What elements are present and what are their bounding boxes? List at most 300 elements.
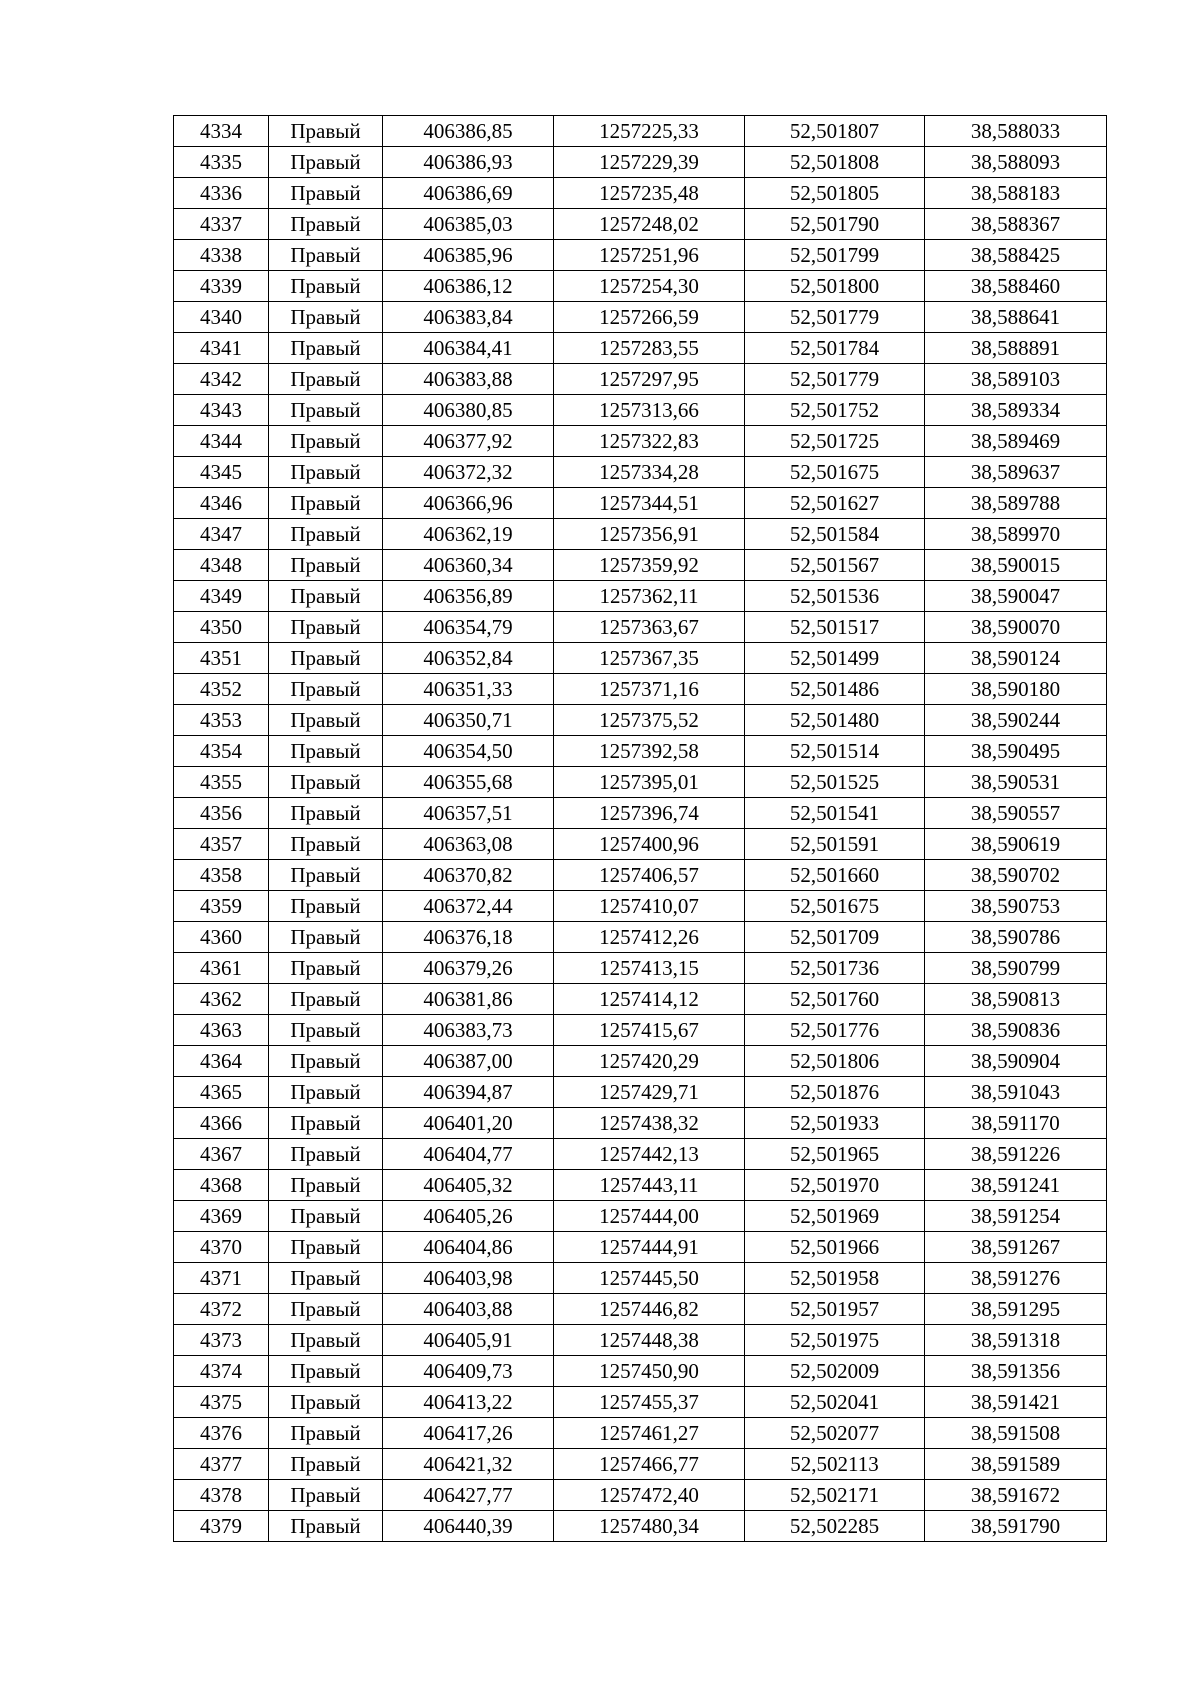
bank-side-cell: Правый bbox=[269, 1170, 383, 1201]
x-coordinate-cell: 406366,96 bbox=[383, 488, 554, 519]
x-coordinate-cell: 406379,26 bbox=[383, 953, 554, 984]
latitude-cell: 52,501584 bbox=[745, 519, 925, 550]
latitude-cell: 52,502113 bbox=[745, 1449, 925, 1480]
latitude-cell: 52,501567 bbox=[745, 550, 925, 581]
table-row bbox=[174, 240, 1107, 271]
y-coordinate-cell: 1257466,77 bbox=[554, 1449, 745, 1480]
x-coordinate-cell: 406404,77 bbox=[383, 1139, 554, 1170]
bank-side-cell: Правый bbox=[269, 891, 383, 922]
y-coordinate-cell: 1257445,50 bbox=[554, 1263, 745, 1294]
longitude-cell: 38,591295 bbox=[925, 1294, 1107, 1325]
x-coordinate-cell: 406355,68 bbox=[383, 767, 554, 798]
longitude-cell: 38,590047 bbox=[925, 581, 1107, 612]
table-row bbox=[174, 457, 1107, 488]
y-coordinate-cell: 1257254,30 bbox=[554, 271, 745, 302]
latitude-cell: 52,502171 bbox=[745, 1480, 925, 1511]
bank-side-cell: Правый bbox=[269, 953, 383, 984]
y-coordinate-cell: 1257472,40 bbox=[554, 1480, 745, 1511]
latitude-cell: 52,501933 bbox=[745, 1108, 925, 1139]
y-coordinate-cell: 1257322,83 bbox=[554, 426, 745, 457]
coordinates-table bbox=[173, 115, 1107, 1542]
longitude-cell: 38,590753 bbox=[925, 891, 1107, 922]
latitude-cell: 52,501675 bbox=[745, 457, 925, 488]
table-row bbox=[174, 1201, 1107, 1232]
point-number-cell: 4338 bbox=[174, 240, 269, 271]
table-row bbox=[174, 612, 1107, 643]
x-coordinate-cell: 406385,03 bbox=[383, 209, 554, 240]
y-coordinate-cell: 1257414,12 bbox=[554, 984, 745, 1015]
longitude-cell: 38,590124 bbox=[925, 643, 1107, 674]
point-number-cell: 4360 bbox=[174, 922, 269, 953]
point-number-cell: 4376 bbox=[174, 1418, 269, 1449]
x-coordinate-cell: 406370,82 bbox=[383, 860, 554, 891]
table-row bbox=[174, 519, 1107, 550]
latitude-cell: 52,501808 bbox=[745, 147, 925, 178]
table-row bbox=[174, 116, 1107, 147]
bank-side-cell: Правый bbox=[269, 612, 383, 643]
y-coordinate-cell: 1257444,91 bbox=[554, 1232, 745, 1263]
y-coordinate-cell: 1257412,26 bbox=[554, 922, 745, 953]
table-row bbox=[174, 364, 1107, 395]
y-coordinate-cell: 1257400,96 bbox=[554, 829, 745, 860]
point-number-cell: 4341 bbox=[174, 333, 269, 364]
x-coordinate-cell: 406386,85 bbox=[383, 116, 554, 147]
bank-side-cell: Правый bbox=[269, 767, 383, 798]
x-coordinate-cell: 406357,51 bbox=[383, 798, 554, 829]
x-coordinate-cell: 406394,87 bbox=[383, 1077, 554, 1108]
x-coordinate-cell: 406383,88 bbox=[383, 364, 554, 395]
latitude-cell: 52,501958 bbox=[745, 1263, 925, 1294]
y-coordinate-cell: 1257410,07 bbox=[554, 891, 745, 922]
x-coordinate-cell: 406363,08 bbox=[383, 829, 554, 860]
longitude-cell: 38,589334 bbox=[925, 395, 1107, 426]
x-coordinate-cell: 406384,41 bbox=[383, 333, 554, 364]
point-number-cell: 4369 bbox=[174, 1201, 269, 1232]
longitude-cell: 38,591672 bbox=[925, 1480, 1107, 1511]
latitude-cell: 52,501541 bbox=[745, 798, 925, 829]
bank-side-cell: Правый bbox=[269, 209, 383, 240]
point-number-cell: 4372 bbox=[174, 1294, 269, 1325]
y-coordinate-cell: 1257420,29 bbox=[554, 1046, 745, 1077]
point-number-cell: 4354 bbox=[174, 736, 269, 767]
y-coordinate-cell: 1257375,52 bbox=[554, 705, 745, 736]
point-number-cell: 4342 bbox=[174, 364, 269, 395]
y-coordinate-cell: 1257443,11 bbox=[554, 1170, 745, 1201]
longitude-cell: 38,590799 bbox=[925, 953, 1107, 984]
table-row bbox=[174, 736, 1107, 767]
longitude-cell: 38,588425 bbox=[925, 240, 1107, 271]
latitude-cell: 52,501800 bbox=[745, 271, 925, 302]
table-row bbox=[174, 426, 1107, 457]
point-number-cell: 4357 bbox=[174, 829, 269, 860]
bank-side-cell: Правый bbox=[269, 860, 383, 891]
x-coordinate-cell: 406356,89 bbox=[383, 581, 554, 612]
latitude-cell: 52,501790 bbox=[745, 209, 925, 240]
point-number-cell: 4373 bbox=[174, 1325, 269, 1356]
x-coordinate-cell: 406440,39 bbox=[383, 1511, 554, 1542]
latitude-cell: 52,501627 bbox=[745, 488, 925, 519]
longitude-cell: 38,589970 bbox=[925, 519, 1107, 550]
latitude-cell: 52,501776 bbox=[745, 1015, 925, 1046]
y-coordinate-cell: 1257229,39 bbox=[554, 147, 745, 178]
longitude-cell: 38,589469 bbox=[925, 426, 1107, 457]
x-coordinate-cell: 406386,69 bbox=[383, 178, 554, 209]
x-coordinate-cell: 406380,85 bbox=[383, 395, 554, 426]
y-coordinate-cell: 1257251,96 bbox=[554, 240, 745, 271]
bank-side-cell: Правый bbox=[269, 1015, 383, 1046]
point-number-cell: 4365 bbox=[174, 1077, 269, 1108]
table-row bbox=[174, 953, 1107, 984]
point-number-cell: 4356 bbox=[174, 798, 269, 829]
y-coordinate-cell: 1257480,34 bbox=[554, 1511, 745, 1542]
table-row bbox=[174, 1232, 1107, 1263]
table-row bbox=[174, 1356, 1107, 1387]
x-coordinate-cell: 406417,26 bbox=[383, 1418, 554, 1449]
point-number-cell: 4345 bbox=[174, 457, 269, 488]
longitude-cell: 38,590180 bbox=[925, 674, 1107, 705]
point-number-cell: 4344 bbox=[174, 426, 269, 457]
bank-side-cell: Правый bbox=[269, 364, 383, 395]
table-row bbox=[174, 333, 1107, 364]
bank-side-cell: Правый bbox=[269, 550, 383, 581]
longitude-cell: 38,590531 bbox=[925, 767, 1107, 798]
latitude-cell: 52,501957 bbox=[745, 1294, 925, 1325]
bank-side-cell: Правый bbox=[269, 736, 383, 767]
longitude-cell: 38,590813 bbox=[925, 984, 1107, 1015]
y-coordinate-cell: 1257225,33 bbox=[554, 116, 745, 147]
longitude-cell: 38,591508 bbox=[925, 1418, 1107, 1449]
latitude-cell: 52,501709 bbox=[745, 922, 925, 953]
x-coordinate-cell: 406372,44 bbox=[383, 891, 554, 922]
table-row bbox=[174, 922, 1107, 953]
x-coordinate-cell: 406360,34 bbox=[383, 550, 554, 581]
longitude-cell: 38,590904 bbox=[925, 1046, 1107, 1077]
longitude-cell: 38,591241 bbox=[925, 1170, 1107, 1201]
point-number-cell: 4334 bbox=[174, 116, 269, 147]
x-coordinate-cell: 406383,84 bbox=[383, 302, 554, 333]
bank-side-cell: Правый bbox=[269, 271, 383, 302]
point-number-cell: 4362 bbox=[174, 984, 269, 1015]
table-row bbox=[174, 1480, 1107, 1511]
x-coordinate-cell: 406381,86 bbox=[383, 984, 554, 1015]
point-number-cell: 4364 bbox=[174, 1046, 269, 1077]
latitude-cell: 52,501591 bbox=[745, 829, 925, 860]
table-row bbox=[174, 271, 1107, 302]
bank-side-cell: Правый bbox=[269, 1449, 383, 1480]
point-number-cell: 4363 bbox=[174, 1015, 269, 1046]
point-number-cell: 4349 bbox=[174, 581, 269, 612]
latitude-cell: 52,501975 bbox=[745, 1325, 925, 1356]
point-number-cell: 4367 bbox=[174, 1139, 269, 1170]
latitude-cell: 52,501969 bbox=[745, 1201, 925, 1232]
latitude-cell: 52,501499 bbox=[745, 643, 925, 674]
y-coordinate-cell: 1257297,95 bbox=[554, 364, 745, 395]
x-coordinate-cell: 406354,50 bbox=[383, 736, 554, 767]
latitude-cell: 52,501725 bbox=[745, 426, 925, 457]
point-number-cell: 4359 bbox=[174, 891, 269, 922]
longitude-cell: 38,590557 bbox=[925, 798, 1107, 829]
y-coordinate-cell: 1257446,82 bbox=[554, 1294, 745, 1325]
latitude-cell: 52,502077 bbox=[745, 1418, 925, 1449]
y-coordinate-cell: 1257429,71 bbox=[554, 1077, 745, 1108]
latitude-cell: 52,501965 bbox=[745, 1139, 925, 1170]
y-coordinate-cell: 1257266,59 bbox=[554, 302, 745, 333]
bank-side-cell: Правый bbox=[269, 922, 383, 953]
table-row bbox=[174, 1139, 1107, 1170]
y-coordinate-cell: 1257283,55 bbox=[554, 333, 745, 364]
x-coordinate-cell: 406354,79 bbox=[383, 612, 554, 643]
latitude-cell: 52,502285 bbox=[745, 1511, 925, 1542]
longitude-cell: 38,591589 bbox=[925, 1449, 1107, 1480]
point-number-cell: 4352 bbox=[174, 674, 269, 705]
point-number-cell: 4337 bbox=[174, 209, 269, 240]
table-row bbox=[174, 860, 1107, 891]
latitude-cell: 52,501805 bbox=[745, 178, 925, 209]
point-number-cell: 4353 bbox=[174, 705, 269, 736]
bank-side-cell: Правый bbox=[269, 1108, 383, 1139]
x-coordinate-cell: 406383,73 bbox=[383, 1015, 554, 1046]
longitude-cell: 38,591043 bbox=[925, 1077, 1107, 1108]
table-row bbox=[174, 1511, 1107, 1542]
latitude-cell: 52,501970 bbox=[745, 1170, 925, 1201]
table-row bbox=[174, 1418, 1107, 1449]
table-row bbox=[174, 829, 1107, 860]
table-body bbox=[174, 116, 1107, 1542]
y-coordinate-cell: 1257450,90 bbox=[554, 1356, 745, 1387]
point-number-cell: 4346 bbox=[174, 488, 269, 519]
x-coordinate-cell: 406387,00 bbox=[383, 1046, 554, 1077]
longitude-cell: 38,591276 bbox=[925, 1263, 1107, 1294]
longitude-cell: 38,591170 bbox=[925, 1108, 1107, 1139]
bank-side-cell: Правый bbox=[269, 1325, 383, 1356]
x-coordinate-cell: 406386,93 bbox=[383, 147, 554, 178]
table-row bbox=[174, 1325, 1107, 1356]
point-number-cell: 4340 bbox=[174, 302, 269, 333]
y-coordinate-cell: 1257442,13 bbox=[554, 1139, 745, 1170]
bank-side-cell: Правый bbox=[269, 488, 383, 519]
x-coordinate-cell: 406362,19 bbox=[383, 519, 554, 550]
bank-side-cell: Правый bbox=[269, 643, 383, 674]
longitude-cell: 38,589103 bbox=[925, 364, 1107, 395]
x-coordinate-cell: 406386,12 bbox=[383, 271, 554, 302]
latitude-cell: 52,501807 bbox=[745, 116, 925, 147]
y-coordinate-cell: 1257363,67 bbox=[554, 612, 745, 643]
longitude-cell: 38,590786 bbox=[925, 922, 1107, 953]
table-row bbox=[174, 1294, 1107, 1325]
x-coordinate-cell: 406350,71 bbox=[383, 705, 554, 736]
y-coordinate-cell: 1257248,02 bbox=[554, 209, 745, 240]
table-row bbox=[174, 209, 1107, 240]
bank-side-cell: Правый bbox=[269, 1511, 383, 1542]
table-row bbox=[174, 1170, 1107, 1201]
bank-side-cell: Правый bbox=[269, 1480, 383, 1511]
x-coordinate-cell: 406372,32 bbox=[383, 457, 554, 488]
longitude-cell: 38,590702 bbox=[925, 860, 1107, 891]
latitude-cell: 52,502009 bbox=[745, 1356, 925, 1387]
x-coordinate-cell: 406352,84 bbox=[383, 643, 554, 674]
longitude-cell: 38,591267 bbox=[925, 1232, 1107, 1263]
point-number-cell: 4377 bbox=[174, 1449, 269, 1480]
point-number-cell: 4348 bbox=[174, 550, 269, 581]
table-row bbox=[174, 767, 1107, 798]
bank-side-cell: Правый bbox=[269, 519, 383, 550]
latitude-cell: 52,501779 bbox=[745, 302, 925, 333]
point-number-cell: 4347 bbox=[174, 519, 269, 550]
x-coordinate-cell: 406377,92 bbox=[383, 426, 554, 457]
point-number-cell: 4370 bbox=[174, 1232, 269, 1263]
table-row bbox=[174, 705, 1107, 736]
latitude-cell: 52,501517 bbox=[745, 612, 925, 643]
table-row bbox=[174, 1077, 1107, 1108]
latitude-cell: 52,501480 bbox=[745, 705, 925, 736]
point-number-cell: 4379 bbox=[174, 1511, 269, 1542]
bank-side-cell: Правый bbox=[269, 178, 383, 209]
latitude-cell: 52,501514 bbox=[745, 736, 925, 767]
bank-side-cell: Правый bbox=[269, 1418, 383, 1449]
bank-side-cell: Правый bbox=[269, 1263, 383, 1294]
bank-side-cell: Правый bbox=[269, 674, 383, 705]
latitude-cell: 52,501806 bbox=[745, 1046, 925, 1077]
table-row bbox=[174, 1046, 1107, 1077]
y-coordinate-cell: 1257406,57 bbox=[554, 860, 745, 891]
y-coordinate-cell: 1257448,38 bbox=[554, 1325, 745, 1356]
longitude-cell: 38,590495 bbox=[925, 736, 1107, 767]
y-coordinate-cell: 1257461,27 bbox=[554, 1418, 745, 1449]
latitude-cell: 52,501799 bbox=[745, 240, 925, 271]
point-number-cell: 4339 bbox=[174, 271, 269, 302]
table-row bbox=[174, 395, 1107, 426]
y-coordinate-cell: 1257415,67 bbox=[554, 1015, 745, 1046]
x-coordinate-cell: 406351,33 bbox=[383, 674, 554, 705]
longitude-cell: 38,588641 bbox=[925, 302, 1107, 333]
table-row bbox=[174, 643, 1107, 674]
table-row bbox=[174, 302, 1107, 333]
bank-side-cell: Правый bbox=[269, 333, 383, 364]
x-coordinate-cell: 406405,32 bbox=[383, 1170, 554, 1201]
point-number-cell: 4368 bbox=[174, 1170, 269, 1201]
bank-side-cell: Правый bbox=[269, 829, 383, 860]
bank-side-cell: Правый bbox=[269, 1294, 383, 1325]
y-coordinate-cell: 1257371,16 bbox=[554, 674, 745, 705]
latitude-cell: 52,501675 bbox=[745, 891, 925, 922]
longitude-cell: 38,591421 bbox=[925, 1387, 1107, 1418]
y-coordinate-cell: 1257235,48 bbox=[554, 178, 745, 209]
point-number-cell: 4378 bbox=[174, 1480, 269, 1511]
table-row bbox=[174, 550, 1107, 581]
table-row bbox=[174, 984, 1107, 1015]
y-coordinate-cell: 1257313,66 bbox=[554, 395, 745, 426]
point-number-cell: 4343 bbox=[174, 395, 269, 426]
table-row bbox=[174, 1263, 1107, 1294]
latitude-cell: 52,501760 bbox=[745, 984, 925, 1015]
y-coordinate-cell: 1257455,37 bbox=[554, 1387, 745, 1418]
point-number-cell: 4351 bbox=[174, 643, 269, 674]
bank-side-cell: Правый bbox=[269, 240, 383, 271]
latitude-cell: 52,501966 bbox=[745, 1232, 925, 1263]
longitude-cell: 38,590070 bbox=[925, 612, 1107, 643]
table-row bbox=[174, 798, 1107, 829]
longitude-cell: 38,590015 bbox=[925, 550, 1107, 581]
table-row bbox=[174, 1015, 1107, 1046]
bank-side-cell: Правый bbox=[269, 1046, 383, 1077]
latitude-cell: 52,502041 bbox=[745, 1387, 925, 1418]
y-coordinate-cell: 1257359,92 bbox=[554, 550, 745, 581]
point-number-cell: 4335 bbox=[174, 147, 269, 178]
point-number-cell: 4336 bbox=[174, 178, 269, 209]
bank-side-cell: Правый bbox=[269, 302, 383, 333]
table-row bbox=[174, 488, 1107, 519]
y-coordinate-cell: 1257413,15 bbox=[554, 953, 745, 984]
bank-side-cell: Правый bbox=[269, 426, 383, 457]
bank-side-cell: Правый bbox=[269, 395, 383, 426]
x-coordinate-cell: 406403,88 bbox=[383, 1294, 554, 1325]
longitude-cell: 38,591318 bbox=[925, 1325, 1107, 1356]
y-coordinate-cell: 1257444,00 bbox=[554, 1201, 745, 1232]
longitude-cell: 38,588460 bbox=[925, 271, 1107, 302]
bank-side-cell: Правый bbox=[269, 147, 383, 178]
latitude-cell: 52,501536 bbox=[745, 581, 925, 612]
x-coordinate-cell: 406405,91 bbox=[383, 1325, 554, 1356]
bank-side-cell: Правый bbox=[269, 984, 383, 1015]
bank-side-cell: Правый bbox=[269, 705, 383, 736]
point-number-cell: 4355 bbox=[174, 767, 269, 798]
bank-side-cell: Правый bbox=[269, 1201, 383, 1232]
longitude-cell: 38,588367 bbox=[925, 209, 1107, 240]
longitude-cell: 38,589637 bbox=[925, 457, 1107, 488]
x-coordinate-cell: 406405,26 bbox=[383, 1201, 554, 1232]
point-number-cell: 4361 bbox=[174, 953, 269, 984]
bank-side-cell: Правый bbox=[269, 1232, 383, 1263]
longitude-cell: 38,591226 bbox=[925, 1139, 1107, 1170]
table-row bbox=[174, 1449, 1107, 1480]
x-coordinate-cell: 406427,77 bbox=[383, 1480, 554, 1511]
longitude-cell: 38,589788 bbox=[925, 488, 1107, 519]
y-coordinate-cell: 1257396,74 bbox=[554, 798, 745, 829]
x-coordinate-cell: 406404,86 bbox=[383, 1232, 554, 1263]
latitude-cell: 52,501752 bbox=[745, 395, 925, 426]
bank-side-cell: Правый bbox=[269, 581, 383, 612]
latitude-cell: 52,501736 bbox=[745, 953, 925, 984]
bank-side-cell: Правый bbox=[269, 1387, 383, 1418]
point-number-cell: 4371 bbox=[174, 1263, 269, 1294]
bank-side-cell: Правый bbox=[269, 1139, 383, 1170]
longitude-cell: 38,591790 bbox=[925, 1511, 1107, 1542]
y-coordinate-cell: 1257362,11 bbox=[554, 581, 745, 612]
bank-side-cell: Правый bbox=[269, 116, 383, 147]
longitude-cell: 38,588033 bbox=[925, 116, 1107, 147]
table-row bbox=[174, 1108, 1107, 1139]
latitude-cell: 52,501486 bbox=[745, 674, 925, 705]
x-coordinate-cell: 406413,22 bbox=[383, 1387, 554, 1418]
y-coordinate-cell: 1257392,58 bbox=[554, 736, 745, 767]
bank-side-cell: Правый bbox=[269, 798, 383, 829]
table-row bbox=[174, 581, 1107, 612]
bank-side-cell: Правый bbox=[269, 457, 383, 488]
x-coordinate-cell: 406409,73 bbox=[383, 1356, 554, 1387]
longitude-cell: 38,590836 bbox=[925, 1015, 1107, 1046]
latitude-cell: 52,501876 bbox=[745, 1077, 925, 1108]
table-row bbox=[174, 674, 1107, 705]
longitude-cell: 38,590244 bbox=[925, 705, 1107, 736]
point-number-cell: 4350 bbox=[174, 612, 269, 643]
x-coordinate-cell: 406385,96 bbox=[383, 240, 554, 271]
longitude-cell: 38,588891 bbox=[925, 333, 1107, 364]
longitude-cell: 38,590619 bbox=[925, 829, 1107, 860]
y-coordinate-cell: 1257344,51 bbox=[554, 488, 745, 519]
longitude-cell: 38,591254 bbox=[925, 1201, 1107, 1232]
latitude-cell: 52,501784 bbox=[745, 333, 925, 364]
table-row bbox=[174, 178, 1107, 209]
